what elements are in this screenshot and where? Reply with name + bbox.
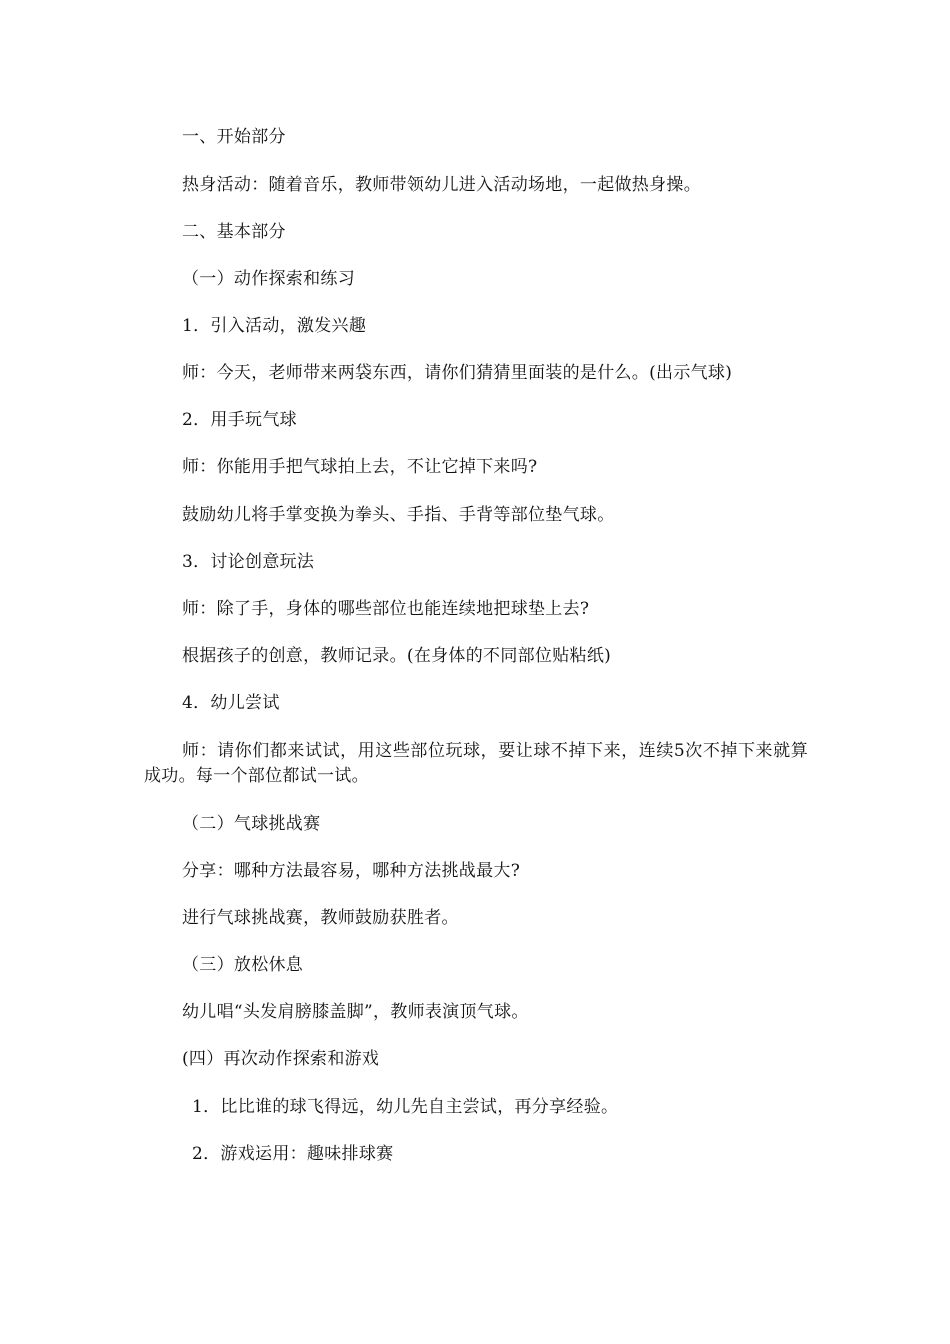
share-line: 分享：哪种方法最容易，哪种方法挑战最大?: [182, 861, 521, 881]
heading-basic-section: 二、基本部分: [182, 222, 286, 242]
step-1-introduce: 1．引入活动，激发兴趣: [182, 316, 367, 336]
game-step-2: 2．游戏运用：趣味排球赛: [192, 1144, 394, 1164]
teacher-line-3: 师：除了手，身体的哪些部位也能连续地把球垫上去?: [182, 599, 590, 619]
subheading-relax: （三）放松休息: [182, 955, 304, 975]
warmup-activity: 热身活动：随着音乐，教师带领幼儿进入活动场地，一起做热身操。: [182, 175, 701, 195]
heading-start-section: 一、开始部分: [182, 127, 286, 147]
record-line: 根据孩子的创意，教师记录。(在身体的不同部位贴粘纸): [182, 646, 612, 666]
step-4-try: 4．幼儿尝试: [182, 693, 280, 713]
encourage-line: 鼓励幼儿将手掌变换为拳头、手指、手背等部位垫气球。: [182, 505, 615, 525]
subheading-movement-exploration: （一）动作探索和练习: [182, 269, 355, 289]
teacher-paragraph-4: 师：请你们都来试试，用这些部位玩球，要让球不掉下来，连续5次不掉下来就算成功。每一个部位都试一试。: [144, 741, 808, 786]
song-line: 幼儿唱“头发肩膀膝盖脚”，教师表演顶气球。: [182, 1002, 529, 1022]
teacher-line-2: 师：你能用手把气球拍上去，不让它掉下来吗?: [182, 457, 538, 477]
step-3-discuss: 3．讨论创意玩法: [182, 552, 315, 572]
game-step-1: 1．比比谁的球飞得远，幼儿先自主尝试，再分享经验。: [192, 1097, 619, 1117]
challenge-line: 进行气球挑战赛，教师鼓励获胜者。: [182, 908, 459, 928]
subheading-explore-again: (四）再次动作探索和游戏: [182, 1049, 380, 1069]
teacher-line-1: 师：今天，老师带来两袋东西，请你们猜猜里面装的是什么。(出示气球): [182, 363, 733, 383]
step-2-hand-play: 2．用手玩气球: [182, 410, 297, 430]
subheading-balloon-challenge: （二）气球挑战赛: [182, 814, 321, 834]
